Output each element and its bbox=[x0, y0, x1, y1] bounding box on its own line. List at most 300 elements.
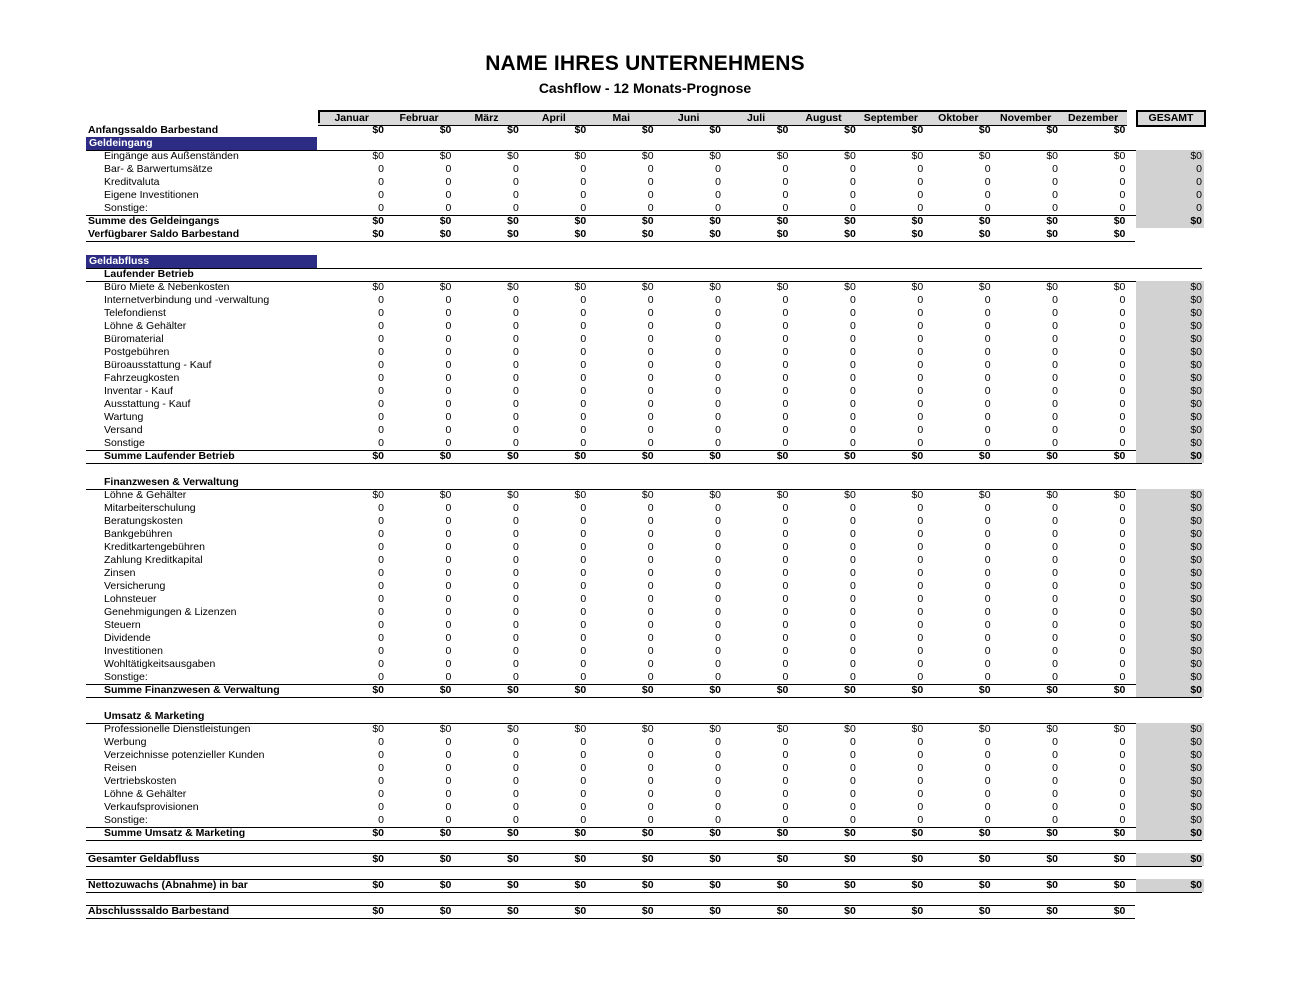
cell-value: $0 bbox=[507, 124, 519, 136]
cell-value: $0 bbox=[641, 281, 654, 293]
cell-value: 0 bbox=[849, 606, 856, 618]
cell-value: 0 bbox=[1119, 801, 1126, 813]
cell-value: 0 bbox=[512, 775, 519, 787]
cell-value: 0 bbox=[1052, 801, 1058, 813]
cell-value: $0 bbox=[1113, 905, 1126, 917]
cell-value: 0 bbox=[647, 359, 654, 371]
cell-value: 0 bbox=[647, 801, 654, 813]
cell-value: 0 bbox=[849, 762, 856, 774]
cell-value: 0 bbox=[715, 359, 721, 371]
cell-value: 0 bbox=[1119, 762, 1126, 774]
row-total: 0 bbox=[1136, 163, 1204, 176]
cell-value: 0 bbox=[984, 385, 991, 397]
cell-value: 0 bbox=[512, 762, 519, 774]
cell-value: 0 bbox=[715, 619, 721, 631]
outflow-row bbox=[0, 333, 1290, 346]
cell-value: 0 bbox=[378, 202, 384, 214]
cell-value: 0 bbox=[647, 294, 654, 306]
cell-value: $0 bbox=[709, 489, 721, 501]
cell-value: 0 bbox=[378, 320, 384, 332]
cell-value: 0 bbox=[378, 398, 384, 410]
cell-value: 0 bbox=[984, 632, 991, 644]
cell-value: 0 bbox=[1052, 385, 1058, 397]
cell-value: $0 bbox=[574, 905, 587, 917]
row-total: $0 bbox=[1136, 853, 1204, 866]
cell-value: 0 bbox=[378, 333, 384, 345]
cell-value: $0 bbox=[978, 879, 991, 891]
divider-line bbox=[86, 918, 1135, 919]
cell-value: $0 bbox=[844, 684, 856, 696]
cell-value: 0 bbox=[715, 411, 721, 423]
cell-value: 0 bbox=[984, 736, 991, 748]
cell-value: $0 bbox=[709, 215, 721, 227]
cell-value: 0 bbox=[782, 202, 789, 214]
row-label: Finanzwesen & Verwaltung bbox=[104, 476, 239, 488]
divider-line bbox=[86, 697, 1202, 698]
cell-value: 0 bbox=[1119, 645, 1126, 657]
cell-value: $0 bbox=[978, 281, 991, 293]
row-label: Wartung bbox=[104, 411, 144, 423]
cell-value: 0 bbox=[782, 567, 789, 579]
cell-value: $0 bbox=[911, 684, 924, 696]
cell-value: 0 bbox=[782, 528, 789, 540]
row-label: Summe Umsatz & Marketing bbox=[104, 827, 246, 839]
cell-value: 0 bbox=[782, 554, 789, 566]
row-label: Fahrzeugkosten bbox=[104, 372, 180, 384]
cell-value: 0 bbox=[984, 541, 991, 553]
cell-value: 0 bbox=[512, 424, 519, 436]
row-label: Nettozuwachs (Abnahme) in bar bbox=[88, 879, 248, 891]
cell-value: 0 bbox=[445, 814, 452, 826]
cell-value: 0 bbox=[984, 619, 991, 631]
outflow-row bbox=[0, 281, 1290, 294]
cell-value: 0 bbox=[1119, 619, 1126, 631]
cell-value: 0 bbox=[445, 359, 452, 371]
row-label: Kreditkartengebühren bbox=[104, 541, 205, 553]
cell-value: $0 bbox=[507, 450, 519, 462]
cell-value: 0 bbox=[715, 307, 721, 319]
cell-value: 0 bbox=[782, 814, 789, 826]
cell-value: 0 bbox=[445, 593, 452, 605]
row-total: $0 bbox=[1136, 541, 1204, 554]
cell-value: 0 bbox=[715, 385, 721, 397]
cell-value: 0 bbox=[378, 346, 384, 358]
row-total: $0 bbox=[1136, 775, 1204, 788]
cell-value: 0 bbox=[782, 359, 789, 371]
cell-value: 0 bbox=[647, 307, 654, 319]
cell-value: 0 bbox=[715, 671, 721, 683]
cell-value: 0 bbox=[1119, 385, 1126, 397]
cell-value: 0 bbox=[647, 554, 654, 566]
cell-value: 0 bbox=[378, 554, 384, 566]
cell-value: 0 bbox=[715, 658, 721, 670]
cell-value: $0 bbox=[1046, 150, 1058, 162]
outflow-row bbox=[0, 307, 1290, 320]
cell-value: $0 bbox=[439, 489, 452, 501]
cell-value: 0 bbox=[512, 580, 519, 592]
cell-value: 0 bbox=[445, 671, 452, 683]
row-label: Werbung bbox=[104, 736, 147, 748]
cell-value: 0 bbox=[1052, 163, 1058, 175]
page-title: NAME IHRES UNTERNEHMENS bbox=[485, 52, 805, 75]
cell-value: 0 bbox=[849, 189, 856, 201]
cell-value: 0 bbox=[512, 411, 519, 423]
cell-value: 0 bbox=[715, 736, 721, 748]
cell-value: 0 bbox=[580, 632, 587, 644]
row-label: Genehmigungen & Lizenzen bbox=[104, 606, 237, 618]
cell-value: 0 bbox=[1119, 814, 1126, 826]
row-total: $0 bbox=[1136, 801, 1204, 814]
cell-value: 0 bbox=[1052, 424, 1058, 436]
cell-value: 0 bbox=[647, 762, 654, 774]
cell-value: $0 bbox=[776, 228, 789, 240]
month-header: Mai bbox=[588, 110, 655, 126]
month-header: September bbox=[857, 110, 924, 126]
cell-value: 0 bbox=[445, 320, 452, 332]
cell-value: $0 bbox=[439, 879, 452, 891]
cell-value: 0 bbox=[1052, 398, 1058, 410]
cell-value: $0 bbox=[978, 228, 991, 240]
cell-value: 0 bbox=[512, 515, 519, 527]
cell-value: 0 bbox=[1052, 645, 1058, 657]
cell-value: 0 bbox=[715, 398, 721, 410]
month-header: März bbox=[453, 110, 520, 126]
cell-value: $0 bbox=[978, 684, 991, 696]
cell-value: $0 bbox=[1113, 215, 1126, 227]
cell-value: $0 bbox=[574, 228, 587, 240]
cell-value: 0 bbox=[1119, 176, 1126, 188]
section-heading bbox=[0, 476, 1290, 489]
cell-value: 0 bbox=[580, 320, 587, 332]
cell-value: $0 bbox=[978, 905, 991, 917]
cell-value: $0 bbox=[978, 853, 991, 865]
cell-value: 0 bbox=[782, 437, 789, 449]
row-label: Löhne & Gehälter bbox=[104, 320, 187, 332]
cell-value: 0 bbox=[782, 307, 789, 319]
cell-value: 0 bbox=[580, 762, 587, 774]
cell-value: $0 bbox=[439, 150, 452, 162]
cell-value: 0 bbox=[782, 346, 789, 358]
cell-value: 0 bbox=[647, 502, 654, 514]
cell-value: $0 bbox=[1113, 150, 1126, 162]
cell-value: 0 bbox=[917, 580, 924, 592]
cell-value: 0 bbox=[715, 580, 721, 592]
outflow-row bbox=[0, 658, 1290, 671]
cell-value: $0 bbox=[372, 853, 384, 865]
cell-value: 0 bbox=[580, 775, 587, 787]
cell-value: 0 bbox=[580, 619, 587, 631]
divider-line bbox=[86, 866, 1202, 867]
cell-value: $0 bbox=[574, 489, 587, 501]
month-header: Oktober bbox=[925, 110, 992, 126]
cell-value: 0 bbox=[782, 424, 789, 436]
cell-value: 0 bbox=[984, 671, 991, 683]
month-header: Juni bbox=[655, 110, 722, 126]
outflow-row bbox=[0, 528, 1290, 541]
outflow-row bbox=[0, 606, 1290, 619]
outflow-row bbox=[0, 775, 1290, 788]
cell-value: 0 bbox=[917, 814, 924, 826]
cell-value: 0 bbox=[512, 385, 519, 397]
cell-value: 0 bbox=[1119, 567, 1126, 579]
cell-value: 0 bbox=[1119, 749, 1126, 761]
cell-value: 0 bbox=[580, 736, 587, 748]
cell-value: 0 bbox=[580, 658, 587, 670]
cell-value: 0 bbox=[1119, 606, 1126, 618]
cell-value: 0 bbox=[782, 176, 789, 188]
cell-value: 0 bbox=[647, 372, 654, 384]
row-total: $0 bbox=[1136, 580, 1204, 593]
cell-value: 0 bbox=[782, 580, 789, 592]
cell-value: 0 bbox=[1119, 189, 1126, 201]
cell-value: 0 bbox=[849, 307, 856, 319]
cell-value: $0 bbox=[709, 905, 721, 917]
cell-value: 0 bbox=[580, 307, 587, 319]
cell-value: 0 bbox=[580, 593, 587, 605]
cell-value: 0 bbox=[647, 202, 654, 214]
cell-value: $0 bbox=[776, 450, 789, 462]
closing-balance-row bbox=[0, 905, 1290, 918]
cell-value: 0 bbox=[984, 749, 991, 761]
cell-value: $0 bbox=[641, 489, 654, 501]
cell-value: 0 bbox=[512, 346, 519, 358]
inflow-row bbox=[0, 202, 1290, 215]
cell-value: 0 bbox=[715, 189, 721, 201]
cell-value: $0 bbox=[776, 150, 789, 162]
cell-value: 0 bbox=[580, 411, 587, 423]
cell-value: 0 bbox=[445, 632, 452, 644]
cell-value: $0 bbox=[844, 150, 856, 162]
cell-value: 0 bbox=[445, 749, 452, 761]
cell-value: 0 bbox=[1119, 580, 1126, 592]
cell-value: 0 bbox=[782, 632, 789, 644]
cell-value: 0 bbox=[445, 176, 452, 188]
cell-value: $0 bbox=[1113, 124, 1126, 136]
row-total: $0 bbox=[1136, 749, 1204, 762]
row-label: Ausstattung - Kauf bbox=[104, 398, 191, 410]
cell-value: 0 bbox=[984, 202, 991, 214]
outflow-row bbox=[0, 385, 1290, 398]
cell-value: 0 bbox=[512, 736, 519, 748]
row-label: Postgebühren bbox=[104, 346, 170, 358]
cell-value: $0 bbox=[776, 853, 789, 865]
cell-value: $0 bbox=[911, 853, 924, 865]
cell-value: $0 bbox=[507, 281, 519, 293]
cell-value: 0 bbox=[984, 814, 991, 826]
cell-value: 0 bbox=[512, 163, 519, 175]
cell-value: 0 bbox=[647, 411, 654, 423]
row-label: Kreditvaluta bbox=[104, 176, 160, 188]
cell-value: 0 bbox=[445, 294, 452, 306]
cell-value: $0 bbox=[1046, 853, 1058, 865]
cell-value: 0 bbox=[1052, 619, 1058, 631]
cell-value: 0 bbox=[715, 554, 721, 566]
cell-value: 0 bbox=[715, 202, 721, 214]
cell-value: 0 bbox=[445, 333, 452, 345]
cell-value: 0 bbox=[580, 580, 587, 592]
cell-value: 0 bbox=[445, 189, 452, 201]
outflow-row bbox=[0, 632, 1290, 645]
cell-value: $0 bbox=[776, 281, 789, 293]
cell-value: 0 bbox=[782, 515, 789, 527]
outflow-row bbox=[0, 424, 1290, 437]
cell-value: $0 bbox=[372, 228, 384, 240]
cell-value: 0 bbox=[647, 632, 654, 644]
cell-value: 0 bbox=[917, 202, 924, 214]
cell-value: 0 bbox=[984, 554, 991, 566]
cell-value: 0 bbox=[917, 749, 924, 761]
cell-value: 0 bbox=[917, 619, 924, 631]
cell-value: 0 bbox=[849, 411, 856, 423]
cell-value: 0 bbox=[917, 502, 924, 514]
cell-value: 0 bbox=[512, 554, 519, 566]
row-total: $0 bbox=[1136, 671, 1204, 684]
cell-value: 0 bbox=[580, 189, 587, 201]
row-label: Eingänge aus Außenständen bbox=[104, 150, 239, 162]
inflow-row bbox=[0, 189, 1290, 202]
cell-value: 0 bbox=[580, 541, 587, 553]
cell-value: 0 bbox=[917, 359, 924, 371]
cell-value: $0 bbox=[641, 450, 654, 462]
row-total: $0 bbox=[1136, 684, 1204, 697]
cell-value: 0 bbox=[378, 541, 384, 553]
cell-value: 0 bbox=[1119, 320, 1126, 332]
cell-value: 0 bbox=[580, 176, 587, 188]
cell-value: $0 bbox=[1113, 723, 1126, 735]
cell-value: 0 bbox=[849, 619, 856, 631]
cell-value: 0 bbox=[647, 593, 654, 605]
cell-value: 0 bbox=[917, 515, 924, 527]
cell-value: 0 bbox=[917, 541, 924, 553]
cell-value: 0 bbox=[378, 502, 384, 514]
cell-value: $0 bbox=[507, 853, 519, 865]
cell-value: 0 bbox=[580, 424, 587, 436]
outflow-row bbox=[0, 359, 1290, 372]
cell-value: 0 bbox=[580, 671, 587, 683]
cell-value: 0 bbox=[849, 658, 856, 670]
row-label: Bar- & Barwertumsätze bbox=[104, 163, 213, 175]
cell-value: 0 bbox=[984, 762, 991, 774]
month-header: Februar bbox=[385, 110, 452, 126]
cell-value: 0 bbox=[647, 398, 654, 410]
cell-value: 0 bbox=[782, 788, 789, 800]
cell-value: $0 bbox=[641, 684, 654, 696]
cell-value: 0 bbox=[715, 567, 721, 579]
cell-value: 0 bbox=[378, 814, 384, 826]
cell-value: $0 bbox=[507, 489, 519, 501]
row-total: $0 bbox=[1136, 359, 1204, 372]
row-label: Investitionen bbox=[104, 645, 163, 657]
cell-value: 0 bbox=[647, 567, 654, 579]
cell-value: $0 bbox=[844, 450, 856, 462]
outflow-row bbox=[0, 437, 1290, 450]
cell-value: 0 bbox=[782, 163, 789, 175]
cell-value: 0 bbox=[512, 606, 519, 618]
cell-value: $0 bbox=[507, 879, 519, 891]
row-label: Mitarbeiterschulung bbox=[104, 502, 196, 514]
row-total: $0 bbox=[1136, 411, 1204, 424]
row-total: $0 bbox=[1136, 346, 1204, 359]
cell-value: 0 bbox=[715, 528, 721, 540]
cell-value: 0 bbox=[580, 437, 587, 449]
cell-value: $0 bbox=[507, 150, 519, 162]
cell-value: 0 bbox=[917, 294, 924, 306]
cell-value: 0 bbox=[782, 593, 789, 605]
row-label: Reisen bbox=[104, 762, 137, 774]
cell-value: 0 bbox=[580, 801, 587, 813]
cell-value: 0 bbox=[1052, 202, 1058, 214]
cell-value: 0 bbox=[647, 176, 654, 188]
cell-value: 0 bbox=[715, 424, 721, 436]
cell-value: 0 bbox=[378, 437, 384, 449]
cell-value: 0 bbox=[849, 775, 856, 787]
cell-value: 0 bbox=[1119, 333, 1126, 345]
outflow-section-band: Geldabfluss bbox=[86, 255, 317, 268]
cell-value: 0 bbox=[445, 736, 452, 748]
cell-value: 0 bbox=[512, 202, 519, 214]
section-heading bbox=[0, 268, 1290, 281]
row-label: Sonstige: bbox=[104, 814, 148, 826]
cell-value: 0 bbox=[580, 202, 587, 214]
month-header: April bbox=[520, 110, 587, 126]
cell-value: 0 bbox=[715, 593, 721, 605]
cell-value: $0 bbox=[1046, 827, 1058, 839]
cell-value: 0 bbox=[445, 502, 452, 514]
cell-value: 0 bbox=[512, 749, 519, 761]
cell-value: 0 bbox=[1119, 632, 1126, 644]
cell-value: 0 bbox=[1052, 580, 1058, 592]
cell-value: 0 bbox=[580, 372, 587, 384]
cell-value: 0 bbox=[849, 359, 856, 371]
cell-value: 0 bbox=[580, 163, 587, 175]
cell-value: 0 bbox=[782, 645, 789, 657]
cell-value: 0 bbox=[445, 645, 452, 657]
row-total: 0 bbox=[1136, 189, 1204, 202]
cell-value: 0 bbox=[1119, 515, 1126, 527]
row-label: Sonstige: bbox=[104, 202, 148, 214]
cell-value: $0 bbox=[911, 905, 924, 917]
cell-value: 0 bbox=[917, 801, 924, 813]
outflow-row bbox=[0, 801, 1290, 814]
cell-value: 0 bbox=[1119, 541, 1126, 553]
cell-value: $0 bbox=[844, 905, 856, 917]
cell-value: $0 bbox=[439, 684, 452, 696]
cell-value: 0 bbox=[647, 814, 654, 826]
cell-value: $0 bbox=[1113, 879, 1126, 891]
outflow-row bbox=[0, 489, 1290, 502]
row-label: Verfügbarer Saldo Barbestand bbox=[88, 228, 240, 240]
cell-value: 0 bbox=[512, 788, 519, 800]
cell-value: 0 bbox=[378, 671, 384, 683]
cell-value: 0 bbox=[378, 606, 384, 618]
cell-value: 0 bbox=[917, 424, 924, 436]
row-total: $0 bbox=[1136, 814, 1204, 827]
cell-value: 0 bbox=[580, 749, 587, 761]
cell-value: 0 bbox=[647, 437, 654, 449]
cell-value: 0 bbox=[445, 528, 452, 540]
cell-value: 0 bbox=[378, 385, 384, 397]
cell-value: $0 bbox=[372, 905, 384, 917]
cell-value: 0 bbox=[715, 645, 721, 657]
cell-value: 0 bbox=[782, 749, 789, 761]
total-header: GESAMT bbox=[1136, 110, 1206, 127]
cell-value: 0 bbox=[1119, 359, 1126, 371]
cell-value: $0 bbox=[439, 723, 452, 735]
cell-value: 0 bbox=[445, 372, 452, 384]
section-sum-row bbox=[0, 684, 1290, 697]
divider-line bbox=[86, 241, 1135, 242]
cell-value: 0 bbox=[512, 619, 519, 631]
